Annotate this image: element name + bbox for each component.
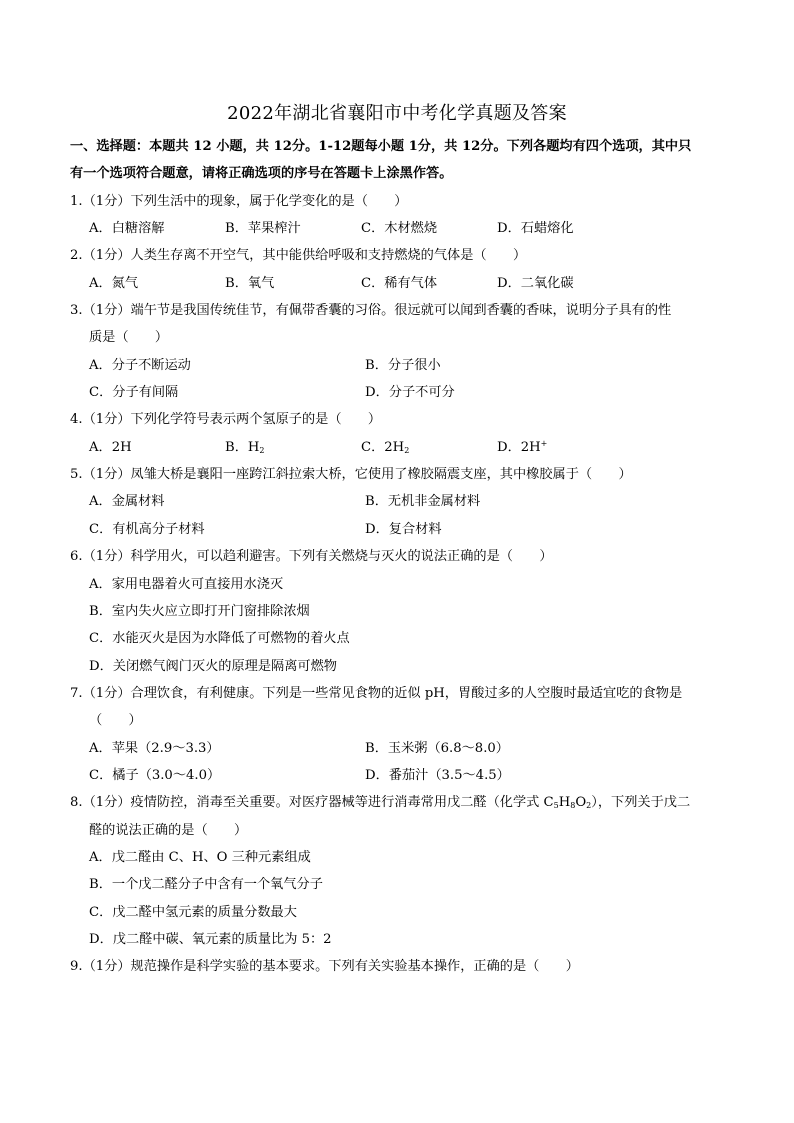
option-label: B． (225, 221, 248, 237)
option-label: B． (365, 740, 388, 756)
question-7 (70, 680, 730, 789)
option-label: C． (361, 439, 385, 455)
question-score: （1分） (82, 412, 131, 428)
text-segment: 戊二醛由 C、H、O 三种元素组成 (111, 849, 311, 865)
text-segment: 氮气 (111, 275, 139, 291)
question-number: 8. (70, 795, 83, 811)
question-6 (70, 543, 730, 680)
page-title: 2022年湖北省襄阳市中考化学真题及答案 (227, 103, 567, 124)
options-row (70, 762, 730, 789)
question-stem-line (70, 324, 730, 351)
option-label: C． (361, 221, 385, 237)
option-label: B． (365, 494, 388, 510)
option-label: A． (89, 275, 112, 291)
options-row (70, 844, 730, 871)
text-segment: 室内失火应立即打开门窗排除浓烟 (111, 603, 310, 619)
options-row (70, 215, 730, 242)
text-segment: 疫情防控，消毒至关重要。对医疗器械等进行消毒常用戊二醛（化学式 C (130, 795, 554, 811)
text-segment: 橘子（3.0～4.0） (112, 767, 221, 783)
question-score: （1分） (82, 795, 131, 811)
option-label: C． (89, 385, 113, 401)
question-stem-line (70, 188, 730, 215)
text-segment: 人类生存离不开空气，其中能供给呼吸和支持燃烧的气体是（ ） (130, 248, 527, 264)
formula-sup: + (540, 438, 548, 448)
text-segment: 家用电器着火可直接用水浇灭 (111, 576, 284, 592)
option-c (361, 434, 497, 461)
question-stem-line (70, 406, 730, 433)
option-label: D． (365, 521, 389, 537)
option-b (225, 215, 361, 242)
option-c (89, 625, 350, 652)
option-label: A． (89, 849, 112, 865)
option-label: D． (365, 767, 389, 783)
options-row (70, 735, 730, 762)
options-row (70, 488, 730, 515)
text-segment: 质是（ ） (89, 330, 169, 346)
text-segment: 氧气 (247, 275, 275, 291)
text-segment: 稀有气体 (384, 275, 438, 291)
question-stem-line (70, 789, 730, 816)
option-label: B． (89, 877, 112, 893)
text-segment: 下列生活中的现象，属于化学变化的是（ ） (130, 193, 408, 209)
text-segment: O (575, 795, 587, 811)
option-label: A． (89, 221, 112, 237)
text-segment: 木材燃烧 (384, 221, 438, 237)
option-label: B． (225, 275, 248, 291)
option-c (361, 270, 497, 297)
question-list (70, 188, 730, 981)
option-label: D． (89, 931, 113, 947)
option-b (89, 871, 323, 898)
option-a (89, 844, 311, 871)
text-segment: 戊二醛中氢元素的质量分数最大 (112, 904, 297, 920)
option-label: C． (361, 275, 385, 291)
formula-sub: 8 (570, 801, 576, 811)
option-a (89, 215, 225, 242)
option-label: A． (89, 357, 112, 373)
option-a (89, 270, 225, 297)
question-stem-line (70, 297, 730, 324)
section-instructions (70, 133, 730, 188)
option-c (89, 379, 365, 406)
formula-sub: 5 (553, 801, 559, 811)
options-row (70, 516, 730, 543)
option-d (497, 215, 633, 242)
options-row (70, 270, 730, 297)
text-segment: 苹果榨汁 (247, 221, 301, 237)
question-number: 9. (70, 959, 83, 975)
text-segment: 复合材料 (388, 521, 442, 537)
question-score: （1分） (82, 193, 131, 209)
option-label: D． (365, 385, 389, 401)
options-row (70, 379, 730, 406)
options-row (70, 871, 730, 898)
option-c (89, 899, 297, 926)
text-segment: 无机非金属材料 (387, 494, 481, 510)
options-row (70, 434, 730, 461)
text-segment: 端午节是我国传统佳节，有佩带香囊的习俗。很远就可以闻到香囊的香味，说明分子具有的性 (130, 303, 672, 319)
question-number: 6. (70, 549, 83, 565)
text-segment: 白糖溶解 (111, 221, 165, 237)
question-score: （1分） (82, 549, 131, 565)
question-1 (70, 188, 730, 243)
formula-sub: 2 (404, 445, 410, 455)
question-number: 5. (70, 467, 83, 483)
text-segment: 二氧化碳 (520, 275, 574, 291)
text-segment: 科学用火，可以趋利避害。下列有关燃烧与灭火的说法正确的是（ ） (130, 549, 553, 565)
text-segment: 玉米粥（6.8～8.0） (387, 740, 509, 756)
question-score: （1分） (82, 685, 131, 701)
question-stem-line (70, 461, 730, 488)
text-segment: 分子不可分 (388, 385, 455, 401)
options-row (70, 625, 730, 652)
question-number: 1. (70, 193, 83, 209)
options-row (70, 653, 730, 680)
text-segment: 下列化学符号表示两个氢原子的是（ ） (130, 412, 382, 428)
option-label: D． (89, 658, 113, 674)
option-label: D． (497, 439, 521, 455)
option-label: C． (89, 521, 113, 537)
option-c (89, 762, 365, 789)
text-segment: 2H (384, 439, 405, 455)
option-label: A． (89, 439, 112, 455)
options-row (70, 571, 730, 598)
option-a (89, 434, 225, 461)
option-d (365, 516, 641, 543)
section-line: 一、选择题：本题共 12 小题，共 12分。1-12题每小题 1分，共 12分。下列各题均有四个选项，其中只 (70, 139, 692, 154)
text-segment: H (558, 795, 571, 811)
text-segment: 戊二醛中碳、氧元素的质量比为 5：2 (112, 931, 332, 947)
question-number: 2. (70, 248, 83, 264)
question-stem-line (70, 953, 730, 980)
question-9 (70, 953, 730, 980)
option-label: B． (89, 603, 112, 619)
text-segment: 合理饮食，有利健康。下列是一些常见食物的近似 pH，胃酸过多的人空腹时最适宜吃的食物是 (130, 685, 683, 701)
text-segment: H (247, 439, 260, 455)
options-row (70, 926, 730, 953)
section-line: 有一个选项符合题意，请将正确选项的序号在答题卡上涂黑作答。 (70, 166, 453, 182)
option-label: C． (89, 904, 113, 920)
question-score: （1分） (82, 303, 131, 319)
option-label: B． (225, 439, 248, 455)
question-3 (70, 297, 730, 406)
text-segment: 2H (520, 439, 541, 455)
question-number: 3. (70, 303, 83, 319)
text-segment: 金属材料 (111, 494, 165, 510)
option-c (89, 516, 365, 543)
question-2 (70, 242, 730, 297)
option-b (225, 270, 361, 297)
text-segment: 石蜡熔化 (520, 221, 574, 237)
question-stem-line (70, 543, 730, 570)
option-label: A． (89, 576, 112, 592)
text-segment: 规范操作是科学实验的基本要求。下列有关实验基本操作，正确的是（ ） (130, 959, 579, 975)
question-stem-line (70, 242, 730, 269)
formula-sub: 2 (259, 445, 265, 455)
option-b (365, 735, 641, 762)
text-segment: 分子不断运动 (111, 357, 191, 373)
text-segment: 关闭燃气阀门灭火的原理是隔离可燃物 (112, 658, 337, 674)
text-segment: 醛的说法正确的是（ ） (89, 822, 248, 838)
option-label: D． (497, 275, 521, 291)
option-a (89, 735, 365, 762)
option-d (497, 434, 633, 461)
question-score: （1分） (82, 959, 131, 975)
option-c (361, 215, 497, 242)
question-number: 7. (70, 685, 83, 701)
option-d (497, 270, 633, 297)
options-row (70, 899, 730, 926)
text-segment: 水能灭火是因为水降低了可燃物的着火点 (112, 631, 350, 647)
text-segment: 分子有间隔 (112, 385, 179, 401)
text-segment: （ ） (89, 713, 142, 729)
option-label: A． (89, 494, 112, 510)
option-d (89, 653, 337, 680)
option-a (89, 352, 365, 379)
question-number: 4. (70, 412, 83, 428)
text-segment: 番茄汁（3.5～4.5） (388, 767, 510, 783)
option-label: D． (497, 221, 521, 237)
option-d (365, 762, 641, 789)
option-d (365, 379, 641, 406)
options-row (70, 598, 730, 625)
exam-content (70, 133, 730, 981)
option-a (89, 571, 283, 598)
option-label: A． (89, 740, 112, 756)
text-segment: 一个戊二醛分子中含有一个氧气分子 (111, 877, 323, 893)
option-label: C． (89, 631, 113, 647)
text-segment: 凤雏大桥是襄阳一座跨江斜拉索大桥，它使用了橡胶隔震支座，其中橡胶属于（ ） (130, 467, 632, 483)
question-score: （1分） (82, 467, 131, 483)
text-segment: 2H (111, 439, 132, 455)
text-segment: 有机高分子材料 (112, 521, 205, 537)
option-b (225, 434, 361, 461)
formula-sub: 2 (586, 801, 592, 811)
option-d (89, 926, 332, 953)
option-b (365, 352, 641, 379)
question-score: （1分） (82, 248, 131, 264)
option-label: B． (365, 357, 388, 373)
text-segment: 苹果（2.9～3.3） (111, 740, 220, 756)
question-8 (70, 789, 730, 953)
question-4 (70, 406, 730, 461)
text-segment: ），下列关于戊二 (591, 795, 691, 811)
option-a (89, 488, 365, 515)
question-5 (70, 461, 730, 543)
options-row (70, 352, 730, 379)
question-stem-line (70, 817, 730, 844)
option-b (89, 598, 310, 625)
option-b (365, 488, 641, 515)
option-label: C． (89, 767, 113, 783)
text-segment: 分子很小 (387, 357, 441, 373)
question-stem-line (70, 680, 730, 707)
question-stem-line (70, 707, 730, 734)
